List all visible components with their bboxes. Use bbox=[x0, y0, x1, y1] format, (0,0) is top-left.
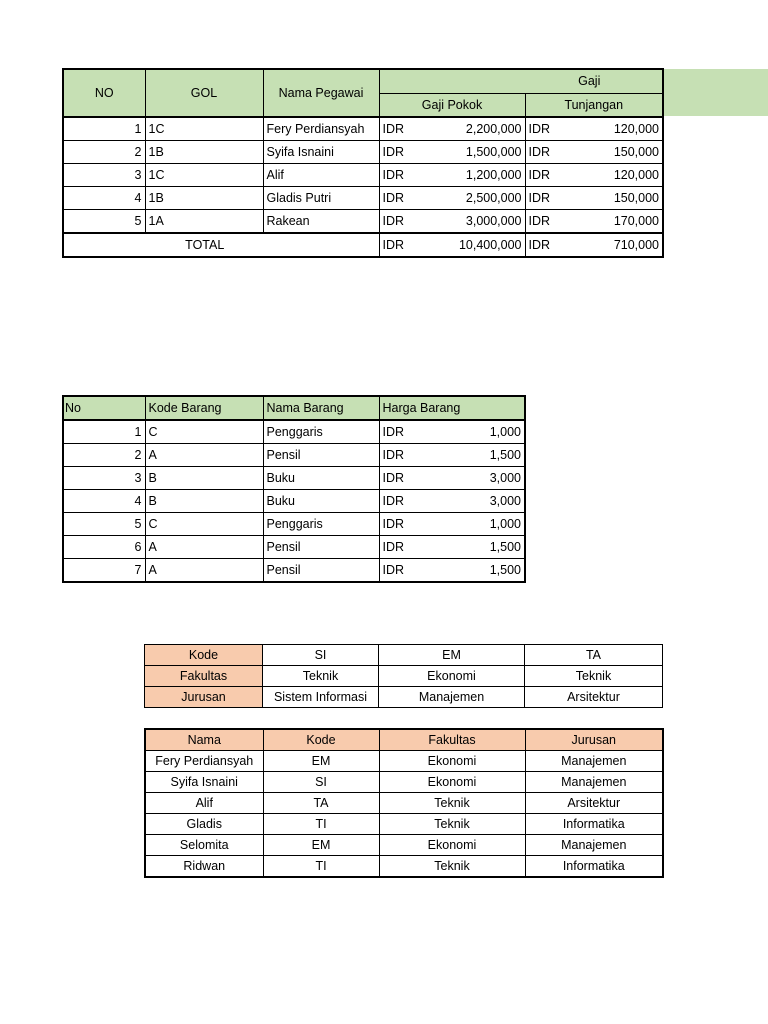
cell-nama: Alif bbox=[145, 793, 263, 814]
cell-value: Ekonomi bbox=[379, 666, 525, 687]
cell-gaji-pokok bbox=[379, 117, 525, 141]
table-row bbox=[63, 490, 525, 513]
cell-nama: Penggaris bbox=[263, 420, 379, 444]
items-table bbox=[62, 395, 526, 583]
row-label-kode: Kode bbox=[145, 645, 263, 666]
currency-label: IDR bbox=[528, 145, 551, 159]
header-nama-pegawai: Nama Pegawai bbox=[263, 69, 379, 117]
cell-no: 3 bbox=[63, 467, 145, 490]
table-row bbox=[145, 814, 663, 835]
cell-harga bbox=[379, 467, 525, 490]
cell-no: 3 bbox=[63, 164, 145, 187]
row-label-fakultas: Fakultas bbox=[145, 666, 263, 687]
currency-label: IDR bbox=[528, 214, 551, 228]
cell-gaji-pokok bbox=[379, 141, 525, 164]
cell-nama: Gladis Putri bbox=[263, 187, 379, 210]
cell-kode: TA bbox=[263, 793, 379, 814]
amount: 1,000 bbox=[489, 425, 521, 439]
table-row bbox=[63, 420, 525, 444]
currency-label: IDR bbox=[528, 168, 551, 182]
table-row bbox=[145, 687, 663, 708]
amount: 170,000 bbox=[613, 214, 659, 228]
amount: 1,000 bbox=[489, 517, 521, 531]
cell-no: 7 bbox=[63, 559, 145, 583]
cell-value: Teknik bbox=[263, 666, 379, 687]
table-row bbox=[145, 793, 663, 814]
amount: 710,000 bbox=[613, 238, 659, 252]
table-row bbox=[63, 559, 525, 583]
cell-nama: Fery Perdiansyah bbox=[145, 751, 263, 772]
cell-kode: SI bbox=[263, 772, 379, 793]
currency-label: IDR bbox=[382, 425, 405, 439]
row-label-jurusan: Jurusan bbox=[145, 687, 263, 708]
cell-nama: Syifa Isnaini bbox=[263, 141, 379, 164]
header-fill-band bbox=[662, 69, 768, 116]
table-row bbox=[63, 467, 525, 490]
cell-kode: C bbox=[145, 420, 263, 444]
students-table bbox=[144, 728, 664, 878]
currency-label: IDR bbox=[382, 494, 405, 508]
cell-nama: Gladis bbox=[145, 814, 263, 835]
header-tunjangan: Tunjangan bbox=[525, 93, 663, 117]
table-row bbox=[63, 141, 663, 164]
cell-harga bbox=[379, 420, 525, 444]
cell-value: TA bbox=[525, 645, 663, 666]
cell-harga bbox=[379, 513, 525, 536]
currency-label: IDR bbox=[382, 168, 405, 182]
cell-nama: Syifa Isnaini bbox=[145, 772, 263, 793]
cell-harga bbox=[379, 536, 525, 559]
cell-no: 6 bbox=[63, 536, 145, 559]
cell-kode: B bbox=[145, 490, 263, 513]
amount: 1,500 bbox=[489, 448, 521, 462]
cell-nama: Buku bbox=[263, 467, 379, 490]
cell-harga bbox=[379, 559, 525, 583]
header-nama: Nama bbox=[145, 729, 263, 751]
cell-fakultas: Ekonomi bbox=[379, 751, 525, 772]
cell-jurusan: Manajemen bbox=[525, 751, 663, 772]
cell-harga bbox=[379, 490, 525, 513]
table-row bbox=[63, 187, 663, 210]
cell-kode: C bbox=[145, 513, 263, 536]
cell-no: 2 bbox=[63, 444, 145, 467]
cell-gol: 1A bbox=[145, 210, 263, 234]
amount: 2,200,000 bbox=[465, 122, 522, 136]
total-gaji-pokok bbox=[379, 233, 525, 257]
cell-kode: B bbox=[145, 467, 263, 490]
currency-label: IDR bbox=[382, 517, 405, 531]
total-label: TOTAL bbox=[63, 233, 379, 257]
cell-nama: Rakean bbox=[263, 210, 379, 234]
lookup-table bbox=[144, 644, 663, 708]
currency-label: IDR bbox=[528, 238, 551, 252]
currency-label: IDR bbox=[382, 122, 405, 136]
cell-tunjangan bbox=[525, 117, 663, 141]
cell-no: 5 bbox=[63, 210, 145, 234]
amount: 3,000 bbox=[489, 471, 521, 485]
amount: 1,200,000 bbox=[465, 168, 522, 182]
salary-table bbox=[62, 68, 664, 258]
cell-value: Sistem Informasi bbox=[263, 687, 379, 708]
cell-gaji-pokok bbox=[379, 187, 525, 210]
amount: 3,000,000 bbox=[465, 214, 522, 228]
currency-label: IDR bbox=[528, 191, 551, 205]
cell-nama: Alif bbox=[263, 164, 379, 187]
cell-gol: 1B bbox=[145, 141, 263, 164]
cell-nama: Penggaris bbox=[263, 513, 379, 536]
cell-fakultas: Teknik bbox=[379, 856, 525, 878]
currency-label: IDR bbox=[382, 191, 405, 205]
header-gaji-pokok: Gaji Pokok bbox=[379, 93, 525, 117]
cell-kode: A bbox=[145, 536, 263, 559]
amount: 120,000 bbox=[613, 122, 659, 136]
cell-gaji-pokok bbox=[379, 210, 525, 234]
amount: 2,500,000 bbox=[465, 191, 522, 205]
cell-no: 4 bbox=[63, 187, 145, 210]
cell-kode: EM bbox=[263, 751, 379, 772]
header-gol: GOL bbox=[145, 69, 263, 117]
cell-value: Teknik bbox=[525, 666, 663, 687]
table-row bbox=[145, 666, 663, 687]
amount: 10,400,000 bbox=[458, 238, 522, 252]
cell-jurusan: Manajemen bbox=[525, 835, 663, 856]
cell-kode: A bbox=[145, 559, 263, 583]
header-gaji: Gaji bbox=[379, 69, 663, 93]
cell-jurusan: Informatika bbox=[525, 814, 663, 835]
cell-nama: Buku bbox=[263, 490, 379, 513]
table-row bbox=[63, 164, 663, 187]
header-nama-barang: Nama Barang bbox=[263, 396, 379, 420]
amount: 3,000 bbox=[489, 494, 521, 508]
amount: 150,000 bbox=[613, 145, 659, 159]
cell-fakultas: Ekonomi bbox=[379, 835, 525, 856]
amount: 1,500,000 bbox=[465, 145, 522, 159]
currency-label: IDR bbox=[382, 214, 405, 228]
cell-nama: Selomita bbox=[145, 835, 263, 856]
total-tunjangan bbox=[525, 233, 663, 257]
amount: 120,000 bbox=[613, 168, 659, 182]
cell-tunjangan bbox=[525, 210, 663, 234]
header-fakultas: Fakultas bbox=[379, 729, 525, 751]
table-row bbox=[145, 751, 663, 772]
cell-jurusan: Manajemen bbox=[525, 772, 663, 793]
cell-nama: Ridwan bbox=[145, 856, 263, 878]
header-kode: Kode bbox=[263, 729, 379, 751]
cell-gaji-pokok bbox=[379, 164, 525, 187]
cell-nama: Pensil bbox=[263, 536, 379, 559]
table-row bbox=[63, 513, 525, 536]
header-no: No bbox=[63, 396, 145, 420]
amount: 1,500 bbox=[489, 563, 521, 577]
currency-label: IDR bbox=[528, 122, 551, 136]
currency-label: IDR bbox=[382, 471, 405, 485]
currency-label: IDR bbox=[382, 238, 405, 252]
cell-harga bbox=[379, 444, 525, 467]
cell-tunjangan bbox=[525, 141, 663, 164]
cell-kode: EM bbox=[263, 835, 379, 856]
cell-no: 2 bbox=[63, 141, 145, 164]
cell-gol: 1B bbox=[145, 187, 263, 210]
cell-no: 1 bbox=[63, 117, 145, 141]
cell-fakultas: Ekonomi bbox=[379, 772, 525, 793]
table-row bbox=[145, 772, 663, 793]
table-row bbox=[63, 444, 525, 467]
cell-nama: Pensil bbox=[263, 444, 379, 467]
cell-fakultas: Teknik bbox=[379, 793, 525, 814]
header-kode-barang: Kode Barang bbox=[145, 396, 263, 420]
cell-gol: 1C bbox=[145, 117, 263, 141]
header-jurusan: Jurusan bbox=[525, 729, 663, 751]
cell-value: SI bbox=[263, 645, 379, 666]
cell-fakultas: Teknik bbox=[379, 814, 525, 835]
table-row bbox=[63, 210, 663, 234]
cell-kode: A bbox=[145, 444, 263, 467]
cell-value: Arsitektur bbox=[525, 687, 663, 708]
amount: 1,500 bbox=[489, 540, 521, 554]
currency-label: IDR bbox=[382, 563, 405, 577]
cell-no: 4 bbox=[63, 490, 145, 513]
table-row bbox=[145, 835, 663, 856]
cell-nama: Pensil bbox=[263, 559, 379, 583]
currency-label: IDR bbox=[382, 448, 405, 462]
cell-kode: TI bbox=[263, 856, 379, 878]
cell-gol: 1C bbox=[145, 164, 263, 187]
header-no: NO bbox=[63, 69, 145, 117]
table-row bbox=[145, 856, 663, 878]
cell-jurusan: Informatika bbox=[525, 856, 663, 878]
cell-jurusan: Arsitektur bbox=[525, 793, 663, 814]
cell-no: 1 bbox=[63, 420, 145, 444]
header-harga-barang: Harga Barang bbox=[379, 396, 525, 420]
cell-value: Manajemen bbox=[379, 687, 525, 708]
cell-value: EM bbox=[379, 645, 525, 666]
cell-no: 5 bbox=[63, 513, 145, 536]
table-row bbox=[63, 536, 525, 559]
total-row bbox=[63, 233, 663, 257]
table-row bbox=[63, 117, 663, 141]
table-row bbox=[145, 645, 663, 666]
amount: 150,000 bbox=[613, 191, 659, 205]
currency-label: IDR bbox=[382, 145, 405, 159]
cell-tunjangan bbox=[525, 187, 663, 210]
cell-kode: TI bbox=[263, 814, 379, 835]
currency-label: IDR bbox=[382, 540, 405, 554]
cell-nama: Fery Perdiansyah bbox=[263, 117, 379, 141]
cell-tunjangan bbox=[525, 164, 663, 187]
